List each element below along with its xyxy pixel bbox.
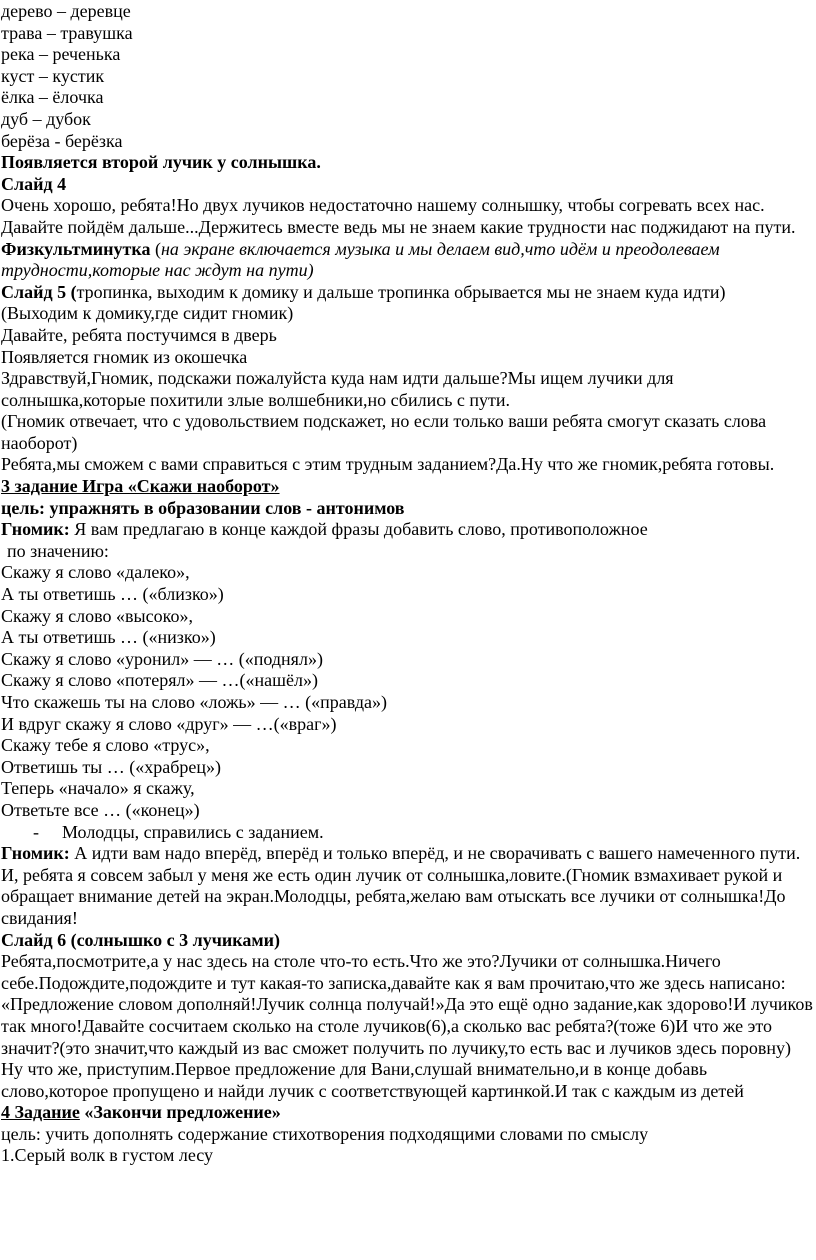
slide-6-text: Ну что же, приступим.Первое предложение для Вани,слушай внимательно,и в конце добавь слово,которое пропущено и найди лучик с соответствующей картинкой.И так с каждым из детей [1, 1059, 744, 1101]
physical-minute-note: на экране включается музыка и мы делаем вид,что идём и преодолеваем трудности,которые нас ждут на пути) [1, 238, 720, 281]
poem-line: Ответьте все … («конец») [1, 799, 200, 820]
slide-5-line: Ребята,мы сможем с вами справиться с этим трудным заданием?Да.Ну что же гномик,ребята готовы. [1, 454, 775, 475]
poem-line: А ты ответишь … («низко») [1, 627, 216, 648]
bullet-text: Молодцы, справились с заданием. [62, 821, 324, 842]
physical-minute-title: Физкультминутка [1, 238, 151, 259]
gnome-farewell-text: А идти вам надо вперёд, вперёд и только вперёд, и не сворачивать с вашего намеченного пути. И, ребята я совсем забыл у меня же есть один лучик от солнышка,ловите.(Гномик взмахивает рукой и обращает внимание детей на экран.Молодцы, ребята,желаю вам отыскать все лучики от солнышка!До свидания! [1, 843, 801, 928]
poem-line: Скажу я слово «потерял» — …(«нашёл») [1, 670, 318, 691]
slide-6-title: Слайд 6 (солнышко с 3 лучиками) [1, 929, 281, 950]
slide-5-line: (Гномик отвечает, что с удовольствием подскажет, но если только ваши ребята смогут сказать слова наоборот) [1, 411, 767, 453]
word-pair: дерево – деревце [1, 1, 131, 21]
word-pair: берёза - берёзка [1, 130, 123, 151]
slide-4-title: Слайд 4 [1, 173, 67, 194]
word-pairs-list [1, 1, 816, 152]
word-pair: куст – кустик [1, 65, 105, 86]
slide-5-description: тропинка, выходим к домику и дальше тропинка обрывается мы не знаем куда идти) [76, 281, 726, 302]
gnome-intro-text: Я вам предлагаю в конце каждой фразы добавить слово, противоположное [69, 519, 648, 540]
slide-5-title: Слайд 5 ( [1, 281, 77, 302]
task-3-title: 3 задание Игра «Скажи наоборот» [1, 476, 280, 497]
gnome-intro-text-cont: по значению: [7, 540, 109, 561]
poem-line: Скажу я слово «далеко», [1, 562, 190, 583]
word-pair: ёлка – ёлочка [1, 87, 104, 108]
word-pair: дуб – дубок [1, 108, 91, 129]
gnome-label: Гномик: [1, 843, 70, 864]
gnome-label: Гномик: [1, 519, 70, 540]
task-4-number: 4 Задание [1, 1102, 80, 1123]
poem-line: А ты ответишь … («близко») [1, 584, 224, 605]
antonym-poem [1, 562, 816, 821]
slide-4-text: Очень хорошо, ребята!Но двух лучиков недостаточно нашему солнышку, чтобы согревать всех нас. Давайте пойдём дальше...Держитесь вместе ведь мы не знаем какие трудности нас поджидают на пути. [1, 195, 796, 237]
bullet-item [1, 822, 816, 844]
task-4-name: «Закончи предложение» [79, 1102, 281, 1123]
slide-6-text: Ребята,посмотрите,а у нас здесь на столе что-то есть.Что же это?Лучики от солнышка.Ничего себе.Подождите,подождите и тут какая-то записка,давайте как я вам прочитаю,что же здесь написано: «Предложение словом дополняй!Лучик солнца получай!»Да это ещё одно задание,как здорово!И лучиков так много!Давайте сосчитаем сколько на столе лучиков(6),а сколько вас ребята?(тоже 6)И что же это значит?(это значит,что каждый из вас сможет получить по лучику,то есть вас и лучиков здесь поровну) [1, 951, 813, 1058]
poem-line: Что скажешь ты на слово «ложь» — … («правда») [1, 692, 387, 712]
bullet-dash: - [33, 821, 39, 842]
task-4-title [1, 1102, 816, 1124]
task-3-gnome-intro [1, 519, 813, 541]
poem-line: Ответишь ты … («храбрец») [1, 756, 222, 777]
slide-5-line: (Выходим к домику,где сидит гномик) [1, 303, 294, 324]
physical-minute-paragraph [1, 239, 813, 282]
slide-5-line: Здравствуй,Гномик, подскажи пожалуйста куда нам идти дальше?Мы ищем лучики для солнышка,которые похитили злые волшебники,но сбились с пути. [1, 368, 674, 410]
second-ray-heading: Появляется второй лучик у солнышка. [1, 152, 321, 173]
poem-line: И вдруг скажу я слово «друг» — …(«враг») [1, 713, 337, 734]
slide-5-line: Появляется гномик из окошечка [1, 346, 248, 367]
task-3-goal: цель: упражнять в образовании слов - антонимов [1, 497, 405, 518]
poem-line: Теперь «начало» я скажу, [1, 778, 195, 799]
task-4-item: 1.Серый волк в густом лесу [1, 1145, 214, 1166]
task-3-gnome-farewell [1, 843, 813, 929]
slide-5-line: Давайте, ребята постучимся в дверь [1, 324, 277, 345]
slide-5-paragraph [1, 282, 813, 304]
word-pair: трава – травушка [1, 22, 133, 43]
word-pair: река – реченька [1, 44, 121, 65]
poem-line: Скажу я слово «высоко», [1, 605, 193, 626]
task-4-goal: цель: учить дополнять содержание стихотворения подходящими словами по смыслу [1, 1123, 649, 1144]
poem-line: Скажу тебе я слово «трус», [1, 735, 210, 756]
poem-line: Скажу я слово «уронил» — … («поднял») [1, 648, 323, 669]
physical-minute-paren: ( [150, 238, 161, 259]
